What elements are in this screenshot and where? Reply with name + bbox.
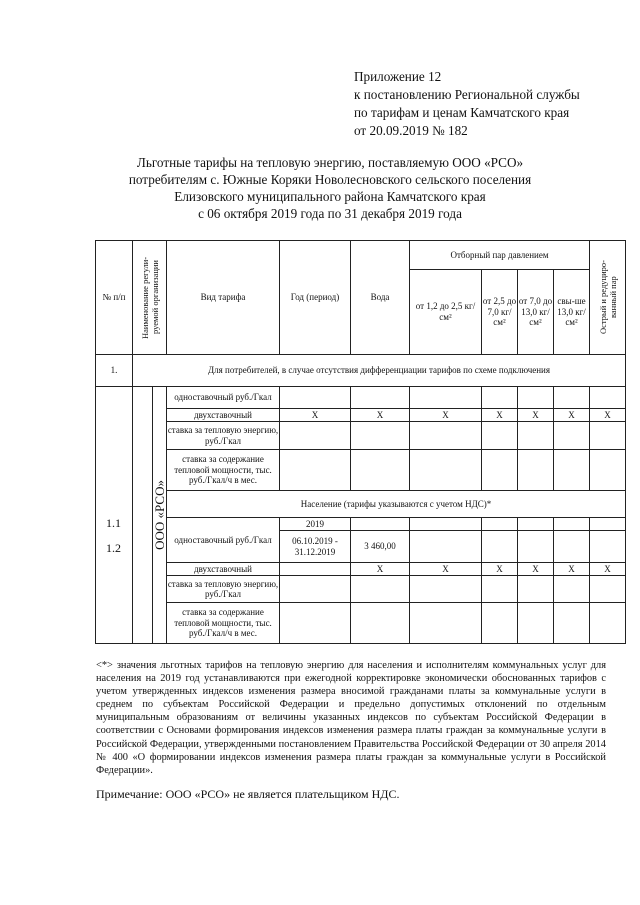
appendix-line: к постановлению Региональной службы [354,87,580,102]
appendix-line: по тарифам и ценам Камчатского края [354,105,570,120]
energy-rate-label: ставка за тепловую энергию, руб./Гкал [167,576,280,603]
header-steam-3: от 7,0 до 13,0 кг/см² [518,269,554,354]
empty-cell [133,386,153,643]
empty-cell [590,386,626,409]
empty-cell [590,422,626,450]
population-section-row [96,491,626,518]
header-steam-group: Отборный пар давлением [410,241,590,270]
appendix-line: Приложение 12 [354,69,442,84]
empty-cell [410,422,482,450]
tariff-one-part: одноставочный руб./Гкал [167,517,280,562]
empty-cell [96,386,133,643]
cross-mark: Х [280,409,351,422]
empty-cell [554,422,590,450]
section-title: Для потребителей, в случае отсутствия дифференциации тарифов по схеме подключения [133,354,626,386]
table-row [96,409,626,422]
org-name-cell: ООО «РСО» [153,386,167,643]
empty-cell [482,531,518,563]
row-number: 1.2 [106,541,121,555]
empty-cell [410,450,482,491]
cross-mark: Х [590,409,626,422]
empty-cell [280,450,351,491]
empty-cell [590,602,626,643]
empty-cell [280,576,351,603]
header-row [96,241,626,270]
table-row [96,576,626,603]
empty-cell [590,531,626,563]
empty-cell [410,531,482,563]
empty-cell [351,517,410,530]
cross-mark: Х [482,409,518,422]
section-number: 1. [96,354,133,386]
table-row [96,602,626,643]
empty-cell [351,602,410,643]
empty-cell [518,422,554,450]
title-line: Елизовского муниципального района Камчатского края [174,189,486,204]
empty-cell [280,602,351,643]
header-steam-4: свы-ше 13,0 кг/см² [554,269,590,354]
period-cell: 06.10.2019 - 31.12.2019 [280,531,351,563]
empty-cell [554,517,590,530]
header-water: Вода [351,241,410,355]
empty-cell [351,386,410,409]
title-line: с 06 октября 2019 года по 31 декабря 2019 года [198,206,462,221]
tariff-table [95,240,626,644]
empty-cell [280,386,351,409]
table-row [96,422,626,450]
empty-cell [482,517,518,530]
footnote [96,659,606,777]
table-row [96,517,626,530]
water-value: 3 460,00 [351,531,410,563]
tariff-one-part: одноставочный руб./Гкал [167,386,280,409]
empty-cell [410,602,482,643]
section-row [96,354,626,386]
empty-cell [482,576,518,603]
empty-cell [590,576,626,603]
population-title: Население (тарифы указываются с учетом НДС)* [167,491,626,518]
empty-cell [351,450,410,491]
header-steam-1: от 1,2 до 2,5 кг/см² [410,269,482,354]
table-row [96,450,626,491]
empty-cell [482,602,518,643]
header-tariff-type: Вид тарифа [167,241,280,355]
capacity-rate-label: ставка за содержание тепловой мощности, тыс. руб./Гкал/ч в мес. [167,602,280,643]
table-row [96,386,626,409]
empty-cell [482,450,518,491]
title-line: потребителям с. Южные Коряки Новолесновского сельского поселения [128,172,532,187]
header-num: № п/п [96,241,133,355]
appendix-line: от 20.09.2019 № 182 [354,123,468,138]
tariff-two-part: двухставочный [167,562,280,575]
empty-cell [518,576,554,603]
cross-mark: Х [554,409,590,422]
cross-mark: Х [590,562,626,575]
empty-cell [482,422,518,450]
year-cell: 2019 [280,517,351,530]
empty-cell [554,450,590,491]
cross-mark: Х [410,409,482,422]
empty-cell [351,422,410,450]
note: Примечание: ООО «РСО» не является плательщиком НДС. [96,787,400,801]
empty-cell [554,386,590,409]
cross-mark: Х [554,562,590,575]
cross-mark: Х [518,562,554,575]
empty-cell [410,386,482,409]
appendix-block [354,68,624,140]
empty-cell [410,517,482,530]
cross-mark: Х [410,562,482,575]
footnote-text: <*> значения льготных тарифов на тепловую энергию для населения и исполнителям коммунальных услуг для населения на 2019 год устанавливаются при ежегодной корректировке экономически обоснованных тарифов с учетом утвержденных индексов изменения размера вносимой гражданами платы за коммунальные услуги в среднем по субъектам Российской Федерации и предельно допустимых отклонений по отдельным муниципальным образованиям от величины указанных индексов по субъектам Российской Федерации в соответствии с Основами формирования индексов изменения размера платы граждан за коммунальные услуги в Российской Федерации, утвержденными постановлением Правительства Российской Федерации от 30 апреля 2014 № 400 «О формировании индексов изменения размера платы граждан за коммунальные услуги в Российской Федерации». [96,660,606,776]
row-number: 1.1 [106,516,121,530]
cross-mark: Х [482,562,518,575]
cross-mark: Х [518,409,554,422]
header-org: Наименование регули-руемой организации [133,241,167,355]
empty-cell [518,450,554,491]
energy-rate-label: ставка за тепловую энергию, руб./Гкал [167,422,280,450]
empty-cell [280,562,351,575]
empty-cell [518,531,554,563]
empty-cell [518,386,554,409]
header-reduced-steam: Острый и редуциро-ванный пар [590,241,626,355]
empty-cell [554,576,590,603]
document-title [60,154,600,222]
empty-cell [280,422,351,450]
tariff-two-part: двухставочный [167,409,280,422]
header-period: Год (период) [280,241,351,355]
empty-cell [554,602,590,643]
empty-cell [410,576,482,603]
empty-cell [518,602,554,643]
empty-cell [518,517,554,530]
header-steam-2: от 2,5 до 7,0 кг/см² [482,269,518,354]
empty-cell [554,531,590,563]
empty-cell [482,386,518,409]
table-row [96,562,626,575]
title-line: Льготные тарифы на тепловую энергию, поставляемую ООО «РСО» [136,155,524,170]
capacity-rate-label: ставка за содержание тепловой мощности, тыс. руб./Гкал/ч в мес. [167,450,280,491]
empty-cell [351,576,410,603]
empty-cell [590,450,626,491]
empty-cell [590,517,626,530]
cross-mark: Х [351,562,410,575]
cross-mark: Х [351,409,410,422]
